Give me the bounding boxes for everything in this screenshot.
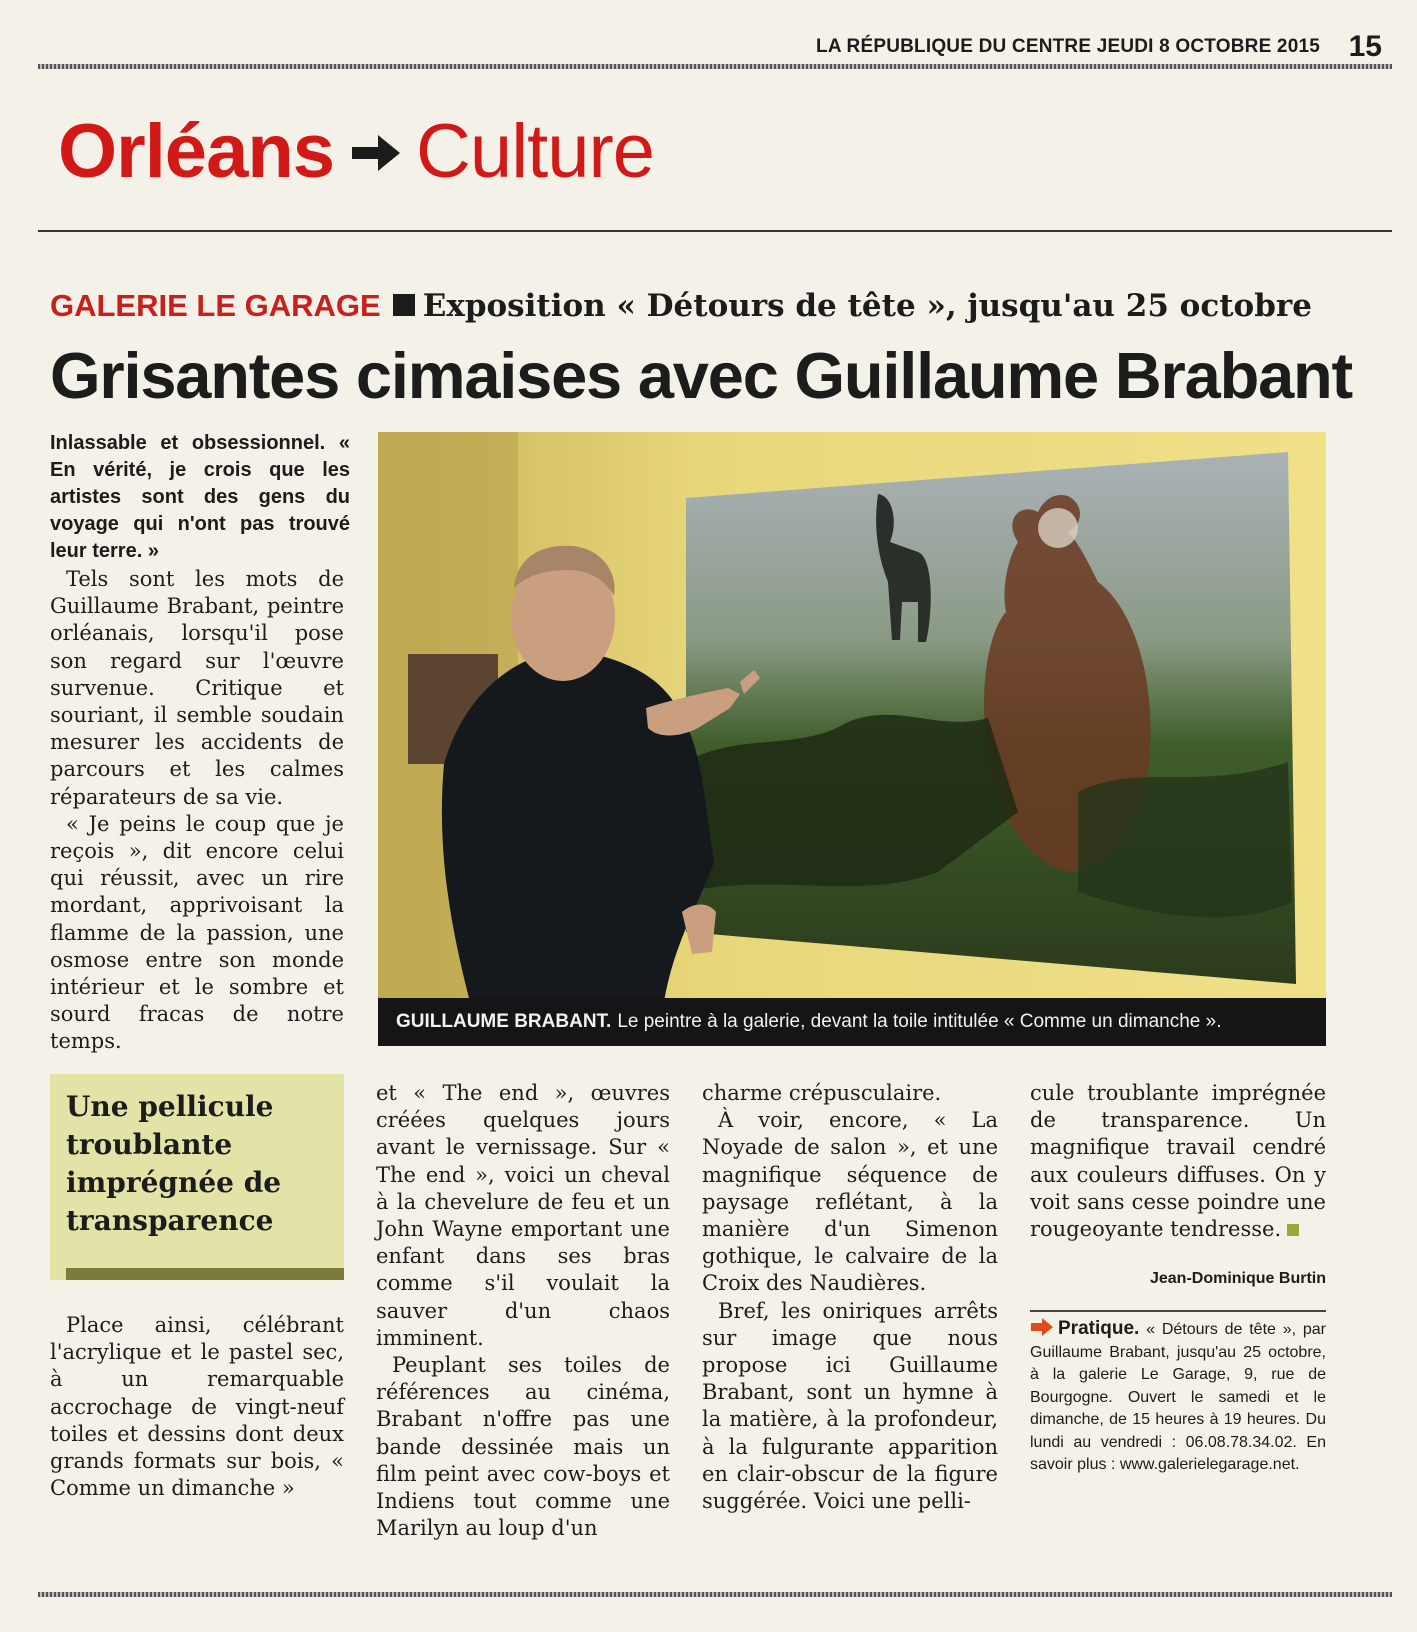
paragraph: À voir, encore, « La Noyade de salon », et une magnifique séquence de paysage reflétant, à la manière d'un Simenon gothique, le calvaire de la Croix des Naudières. bbox=[702, 1108, 998, 1296]
paragraph: Peuplant ses toiles de références au cinéma, Brabant n'offre pas une bande dessinée mais un film peint avec cow-boys et Indiens tout comme une Marilyn au loup d'un bbox=[376, 1353, 670, 1541]
paragraph: charme crépusculaire. bbox=[702, 1081, 942, 1105]
caption-name: GUILLAUME BRABANT. bbox=[396, 1011, 612, 1032]
article-photo bbox=[378, 432, 1326, 1044]
square-bullet-icon bbox=[393, 294, 415, 316]
paper-name-date: LA RÉPUBLIQUE DU CENTRE JEUDI 8 OCTOBRE 2015 bbox=[816, 36, 1320, 57]
section-title bbox=[58, 108, 654, 198]
arrow-right-icon bbox=[350, 133, 402, 173]
column-3-text bbox=[702, 1080, 998, 1515]
paragraph: cule troublante imprégnée de transparence. Un magnifique travail cendré aux couleurs diffuses. On y voit sans cesse poindre une rougeoyante tendresse. bbox=[1030, 1081, 1326, 1242]
section-rule bbox=[38, 230, 1392, 232]
headline: Grisantes cimaises avec Guillaume Brabant bbox=[50, 339, 1352, 412]
column-1-bottom-text bbox=[50, 1312, 344, 1502]
arrow-right-icon bbox=[1030, 1318, 1054, 1336]
paragraph: Bref, les oniriques arrêts sur image que nous propose ici Guillaume Brabant, sont un hymne à la matière, à la profondeur, à la fulgurante apparition en clair-obscur de la figure suggérée. Voici une pelli- bbox=[702, 1298, 998, 1514]
kicker-tag: GALERIE LE GARAGE bbox=[50, 288, 381, 323]
footer-rule bbox=[38, 1592, 1392, 1597]
column-4-text bbox=[1030, 1080, 1326, 1243]
kicker bbox=[50, 288, 1312, 324]
masthead bbox=[40, 30, 1390, 66]
column-1-text bbox=[50, 566, 344, 1056]
header-rule bbox=[38, 64, 1392, 69]
paragraph: Tels sont les mots de Guillaume Brabant, peintre orléanais, lorsqu'il pose son regard sur l'œuvre survenue. Critique et souriant, il semble soudain mesurer les accidents de parcours et les calmes réparateurs de sa vie. bbox=[50, 567, 344, 809]
paragraph: Place ainsi, célébrant l'acrylique et le pastel sec, à un remarquable accrochage de vingt-neuf toiles et dessins dont deux grands formats sur bois, « Comme un dimanche » bbox=[50, 1313, 344, 1501]
pull-quote-text: Une pellicule troublante imprégnée de transparence bbox=[66, 1090, 282, 1237]
pratique-box bbox=[1030, 1310, 1326, 1477]
section-rubric: Culture bbox=[416, 109, 655, 194]
page-number: 15 bbox=[1348, 30, 1382, 63]
column-2-text bbox=[376, 1080, 670, 1542]
photo-image bbox=[378, 432, 1326, 1002]
pratique-text: « Détours de tête », par Guillaume Brabant, jusqu'au 25 octobre, à la galerie Le Garage, 9, rue de Bourgogne. Ouvert le samedi et le dimanche, de 15 heures à 19 heures. Du lundi au vendredi : 06.08.78.34.02. En savoir plus : www.galerielegarage.net. bbox=[1030, 1321, 1326, 1473]
caption-text: Le peintre à la galerie, devant la toile intitulée « Comme un dimanche ». bbox=[617, 1011, 1222, 1032]
photo-caption bbox=[378, 998, 1326, 1046]
paragraph: « Je peins le coup que je reçois », dit encore celui qui réussit, avec un rire mordant, apprivoisant la flamme de la passion, une osmose entre son monde intérieur et le sombre et sourd fracas de notre temps. bbox=[50, 811, 344, 1054]
kicker-subtitle: Exposition « Détours de tête », jusqu'au 25 octobre bbox=[422, 288, 1312, 324]
author-signature: Jean-Dominique Burtin bbox=[1149, 1270, 1326, 1287]
paragraph: et « The end », œuvres créées quelques jours avant le vernissage. Sur « The end », voici un cheval à la chevelure de feu et un John Wayne emportant une enfant dans ses bras comme s'il voulait la sauver d'un chaos imminent. bbox=[376, 1081, 670, 1350]
pull-quote bbox=[50, 1074, 344, 1280]
end-mark-icon bbox=[1287, 1224, 1299, 1236]
lead-paragraph: Inlassable et obsessionnel. « En vérité, je crois que les artistes sont des gens du voyage qui n'ont pas trouvé leur terre. » bbox=[50, 432, 350, 562]
section-city: Orléans bbox=[58, 109, 335, 194]
pull-quote-bar bbox=[66, 1268, 344, 1280]
pratique-label: Pratique. bbox=[1058, 1318, 1140, 1339]
